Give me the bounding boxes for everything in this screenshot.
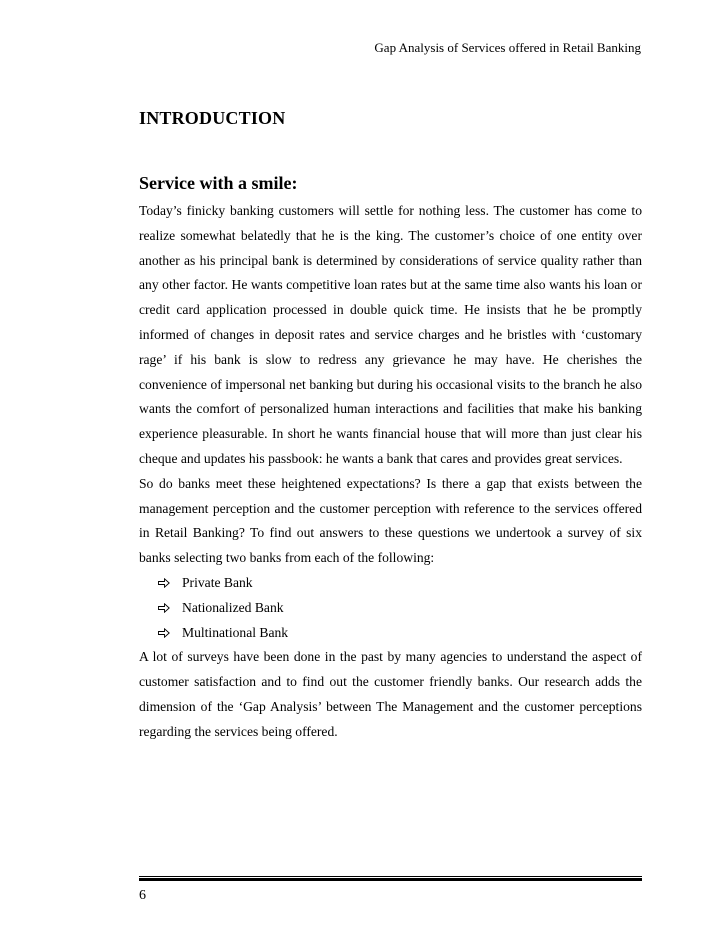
list-item	[158, 621, 642, 646]
footer-rule	[139, 876, 642, 881]
arrow-right-icon	[158, 603, 170, 613]
list-item	[158, 571, 642, 596]
paragraph-question: So do banks meet these heightened expectations? Is there a gap that exists between the management perception and the customer perception with reference to the services offered in Retail Banking? To find out answers to these questions we undertook a survey of six banks selecting two banks from each of the following:	[139, 475, 642, 566]
paragraph-research: A lot of surveys have been done in the past by many agencies to understand the aspect of customer satisfaction and to find out the customer friendly banks. Our research adds the dimension of the ‘Gap Analysis’ between The Management and the customer perceptions regarding the services being offered.	[139, 649, 642, 739]
list-item	[158, 596, 642, 621]
list-item-label: Private Bank	[182, 574, 253, 590]
subsection-title: Service with a smile:	[139, 173, 298, 193]
section-title: INTRODUCTION	[139, 108, 286, 128]
arrow-right-icon	[158, 578, 170, 588]
bank-type-list	[139, 571, 642, 645]
body-text	[139, 199, 642, 745]
arrow-right-icon	[158, 628, 170, 638]
page-number: 6	[139, 888, 146, 903]
running-header: Gap Analysis of Services offered in Retail Banking	[374, 40, 641, 55]
list-item-label: Nationalized Bank	[182, 599, 284, 615]
list-item-label: Multinational Bank	[182, 624, 289, 640]
paragraph-intro: Today’s finicky banking customers will settle for nothing less. The customer has come to realize somewhat belatedly that he is the king. The customer’s choice of one entity over another as his principal bank is determined by considerations of service quality rather than any other factor. He wants competitive loan rates but at the same time also wants his loan or credit card application processed in double quick time. He insists that he be promptly informed of changes in deposit rates and service charges and he bristles with ‘customary rage’ if his bank is slow to redress any grievance he may have. He cherishes the convenience of impersonal net banking but during his occasional visits to the branch he also wants the comfort of personalized human interactions and facilities that make his banking experience pleasurable. In short he wants financial house that will more than just clear his cheque and updates his passbook: he wants a bank that cares and provides great services.	[139, 203, 642, 466]
